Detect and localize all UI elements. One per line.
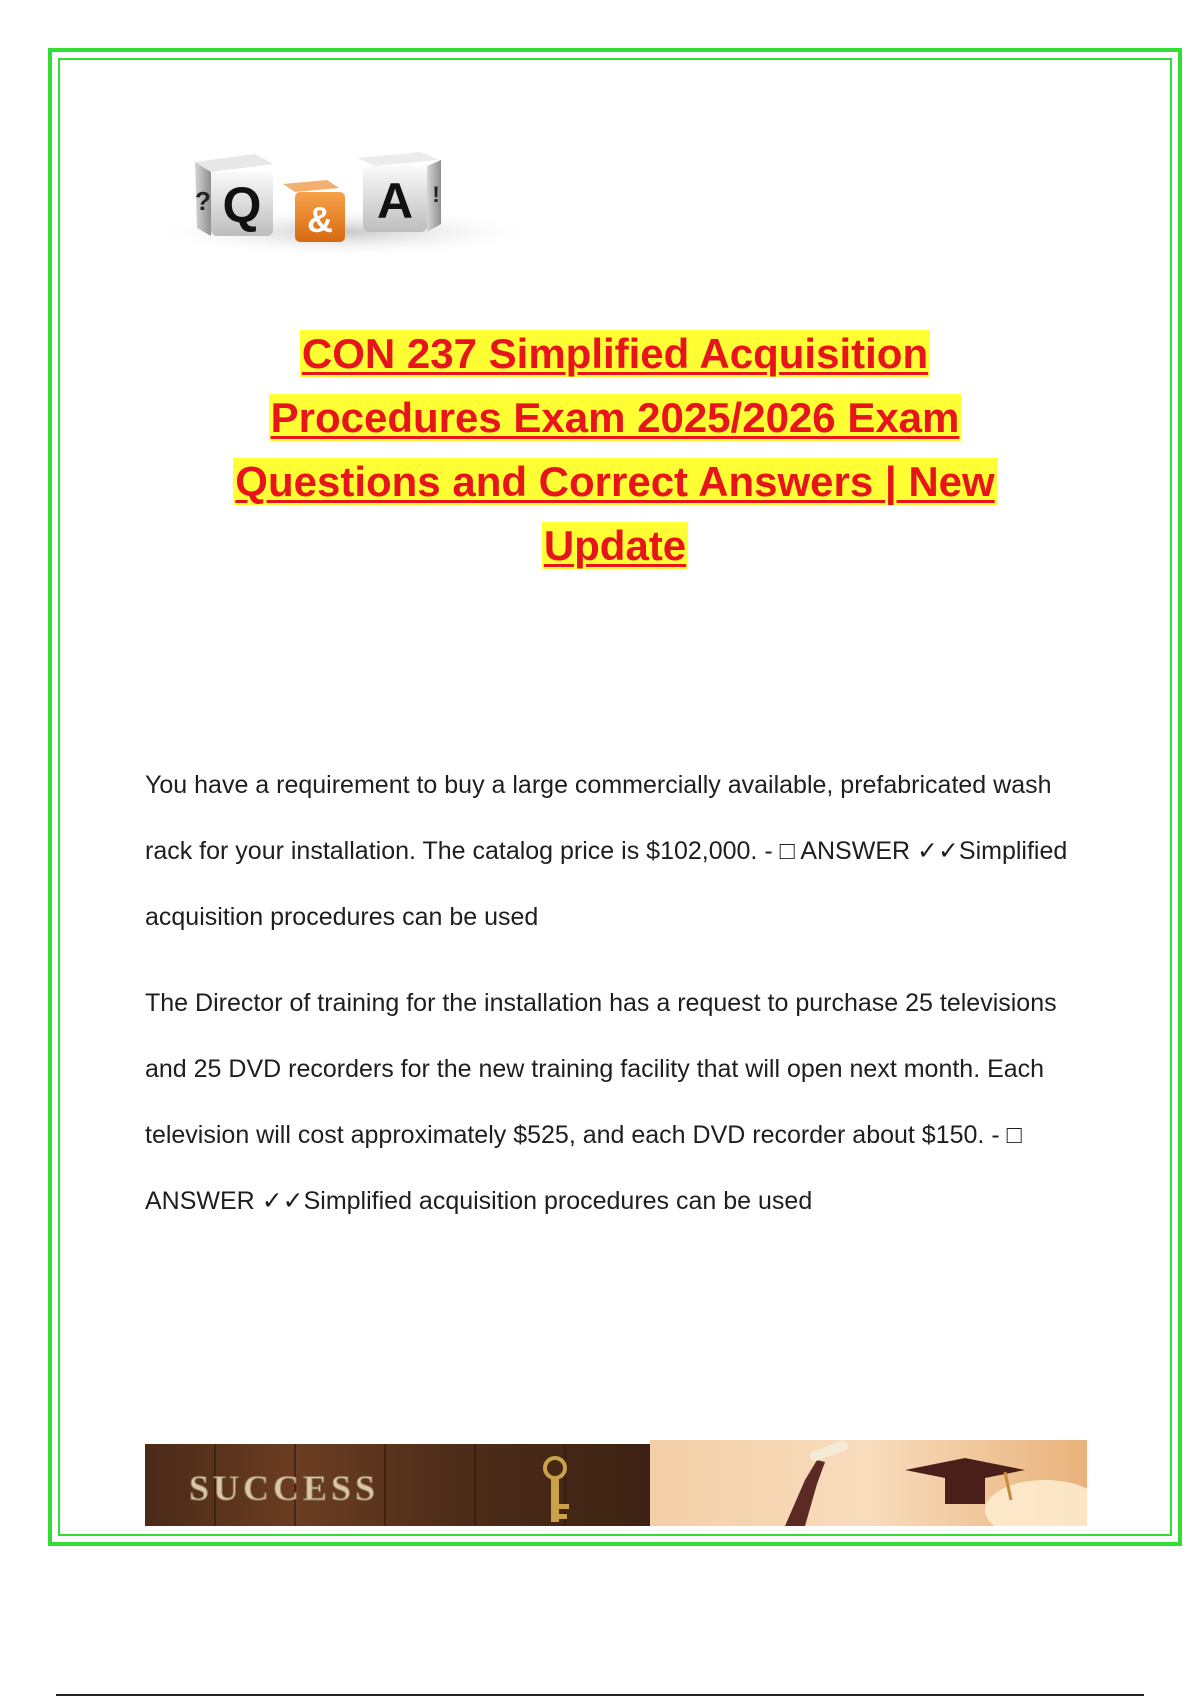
answer-marker-icon: □ [779, 837, 795, 865]
logo-letter-a: A [376, 173, 414, 229]
logo-letter-q: Q [222, 177, 262, 233]
qa-item [145, 752, 1095, 950]
graduation-banner-icon [145, 1440, 1087, 1526]
answer-label: ANSWER [800, 837, 911, 865]
logo-letter-amp: & [307, 199, 333, 240]
qa-dice-logo [145, 140, 545, 270]
answer-dash: - [991, 1121, 1000, 1149]
answer-text: Simplified acquisition procedures can be used [145, 837, 1068, 931]
answer-label: ANSWER [145, 1187, 255, 1215]
success-banner [145, 1440, 1087, 1526]
banner-success-word: SUCCESS [189, 1468, 380, 1508]
question-text: The Director of training for the installation has a request to purchase 25 televisions and 25 DVD recorders for the new training facility that will open next month. Each television will cost approximately $525, and each DVD recorder about $150. [145, 989, 1057, 1149]
qa-item [145, 970, 1095, 1234]
document-title [150, 322, 1080, 578]
question-text: You have a requirement to buy a large commercially available, prefabricated wash rack for your installation. The catalog price is $102,000. [145, 771, 1052, 865]
qa-dice-icon [145, 140, 545, 270]
svg-text:!: ! [432, 182, 440, 207]
answer-text: Simplified acquisition procedures can be used [303, 1187, 813, 1215]
title-line-4: Update [543, 522, 687, 569]
title-line-2: Procedures Exam 2025/2026 Exam [270, 394, 960, 441]
answer-marker-icon: □ [1006, 1121, 1022, 1149]
check-marks-icon: ✓✓ [917, 837, 959, 865]
answer-dash: - [764, 837, 773, 865]
title-line-3: Questions and Correct Answers | New [235, 458, 995, 505]
title-line-1: CON 237 Simplified Acquisition [301, 330, 929, 377]
svg-text:?: ? [195, 186, 211, 216]
qa-list [145, 752, 1095, 1254]
check-marks-icon: ✓✓ [261, 1187, 304, 1215]
footer-rule [56, 1694, 1144, 1696]
